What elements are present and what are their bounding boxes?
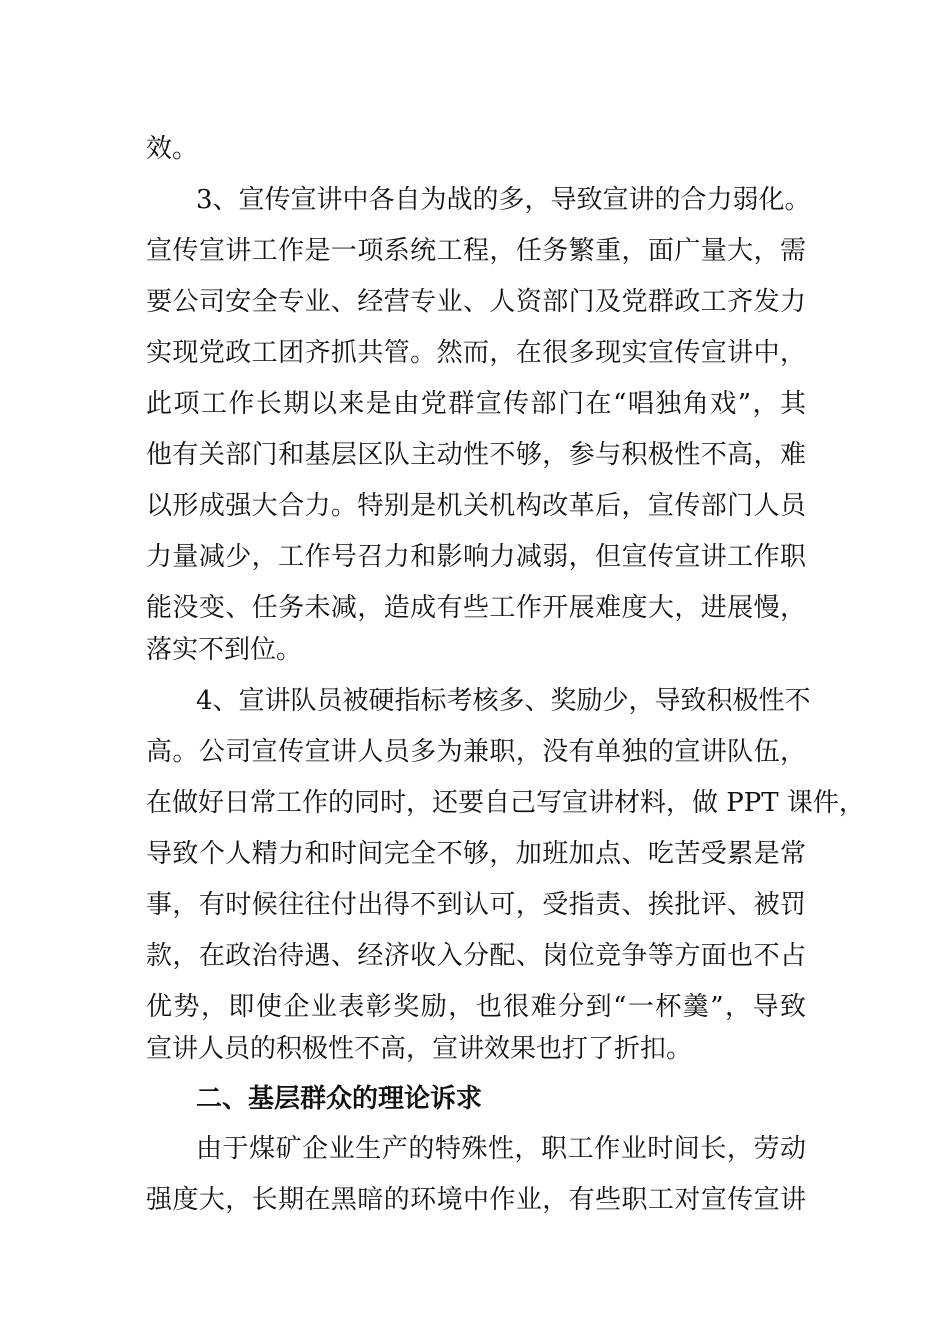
- text-line: 导致个人精力和时间完全不够，加班加点、吃苦受累是常: [146, 839, 806, 869]
- text-line: 要公司安全专业、经营专业、人资部门及党群政工齐发力: [146, 287, 806, 317]
- text-line: 他有关部门和基层区队主动性不够，参与积极性不高，难: [146, 440, 806, 470]
- text-line: 此项工作长期以来是由党群宣传部门在“唱独角戏”，其: [146, 389, 806, 419]
- text-line: 由于煤矿企业生产的特殊性，职工作业时间长，劳动: [196, 1134, 806, 1164]
- text-line: 宣讲人员的积极性不高，宣讲效果也打了折扣。: [146, 1034, 693, 1064]
- text-line: 落实不到位。: [146, 635, 303, 665]
- text-line: 优势，即使企业表彰奖励，也很难分到“一杯羹”，导致: [146, 992, 806, 1022]
- text-line: 事，有时候往往付出得不到认可，受指责、挨批评、被罚: [146, 890, 806, 920]
- text-line: 4、宣讲队员被硬指标考核多、奖励少，导致积极性不: [196, 686, 811, 716]
- text-line: 宣传宣讲工作是一项系统工程，任务繁重，面广量大，需: [146, 236, 806, 266]
- text-line: 强度大，长期在黑暗的环境中作业，有些职工对宣传宣讲: [146, 1185, 806, 1215]
- text-line: 高。公司宣传宣讲人员多为兼职，没有单独的宣讲队伍，: [146, 737, 806, 767]
- text-line: 在做好日常工作的同时，还要自己写宣讲材料，做 PPT 课件，: [146, 788, 865, 818]
- text-line: 实现党政工团齐抓共管。然而，在很多现实宣传宣讲中，: [146, 338, 806, 368]
- text-line: 效。: [146, 134, 199, 164]
- text-line: 力量减少，工作号召力和影响力减弱，但宣传宣讲工作职: [146, 542, 806, 572]
- text-line: 以形成强大合力。特别是机关机构改革后，宣传部门人员: [146, 491, 806, 521]
- text-line: 款，在政治待遇、经济收入分配、岗位竞争等方面也不占: [146, 941, 806, 971]
- text-line: 能没变、任务未减，造成有些工作开展难度大，进展慢，: [146, 593, 806, 623]
- text-line: 3、宣传宣讲中各自为战的多，导致宣讲的合力弱化。: [196, 185, 811, 215]
- section-heading: 二、基层群众的理论诉求: [196, 1084, 483, 1114]
